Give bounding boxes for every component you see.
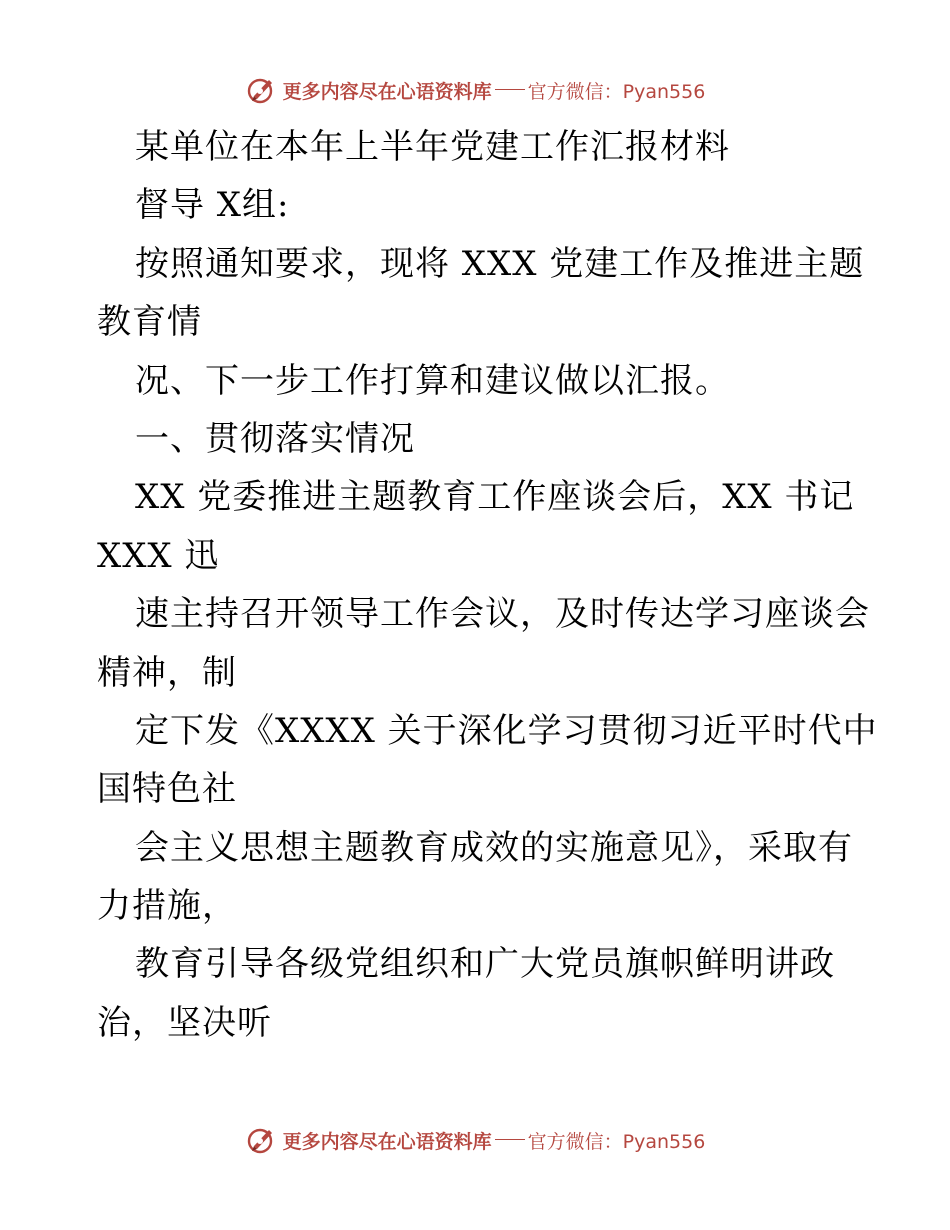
doc-line: 教育引导各级党组织和广大党员旗帜鲜明讲政 (135, 944, 835, 985)
header-watermark (0, 70, 950, 110)
doc-line: 某单位在本年上半年党建工作汇报材料 (135, 127, 730, 167)
doc-line: 国特色社 (97, 769, 237, 810)
document-body (97, 118, 878, 1052)
doc-line: 教育情 (97, 302, 202, 343)
doc-line: 力措施， (97, 886, 237, 927)
doc-line: 一、贯彻落实情况 (135, 418, 415, 459)
doc-line: XXX 迅 (97, 535, 220, 576)
watermark-text: 更多内容尽在心语资料库 (282, 80, 492, 103)
watermark-divider (495, 89, 525, 90)
doc-line: XX 党委推进主题教育工作座谈会后，XX 书记 (135, 477, 855, 518)
footer-watermark (0, 1120, 950, 1160)
doc-line: 况、下一步工作打算和建议做以汇报。 (135, 360, 730, 401)
watermark-wechat: 官方微信：Pyan556 (527, 1130, 706, 1153)
doc-line: 会主义思想主题教育成效的实施意见》，采取有 (135, 827, 853, 868)
watermark-text: 更多内容尽在心语资料库 (282, 1130, 492, 1153)
watermark-wechat: 官方微信：Pyan556 (527, 80, 706, 103)
doc-line: 速主持召开领导工作会议，及时传达学习座谈会 (135, 594, 870, 635)
doc-line: 督导 X组: (135, 185, 290, 226)
doc-line: 按照通知要求，现将 XXX 党建工作及推进主题 (135, 243, 865, 284)
doc-line: 精神，制 (97, 652, 237, 693)
pen-logo-icon (245, 1124, 277, 1156)
doc-line: 治，坚决听 (97, 1002, 272, 1043)
doc-line: 定下发《XXXX 关于深化学习贯彻习近平时代中 (135, 710, 878, 751)
watermark-divider (495, 1139, 525, 1140)
pen-logo-icon (245, 74, 277, 106)
